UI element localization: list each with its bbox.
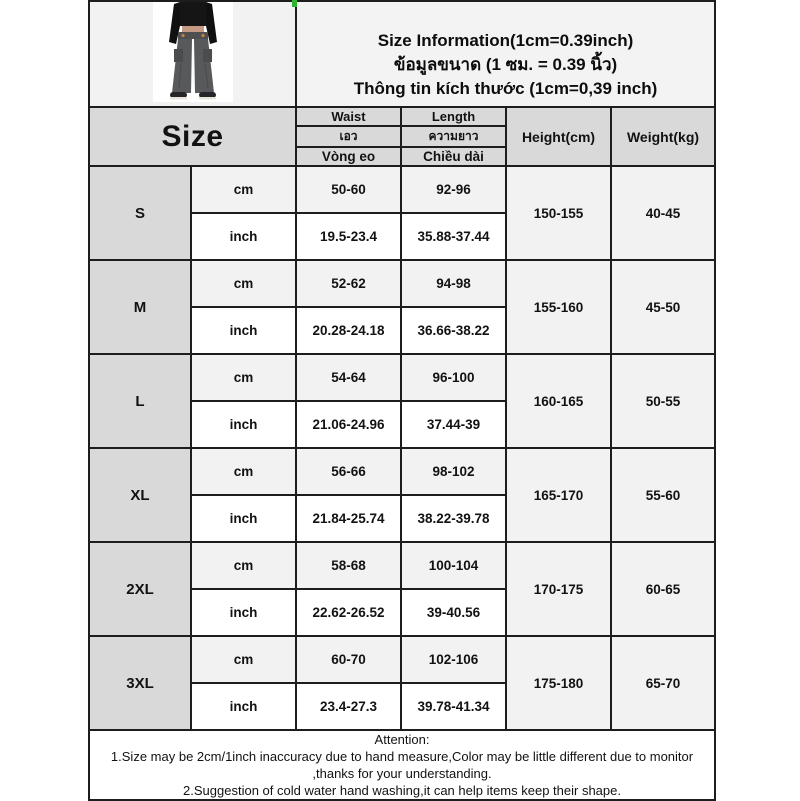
waist-cm-value: 56-66 xyxy=(296,448,401,495)
length-header-th: ความยาว xyxy=(401,126,506,147)
unit-label-inch: inch xyxy=(191,495,296,542)
length-cm-value: 94-98 xyxy=(401,260,506,307)
length-inch-value: 38.22-39.78 xyxy=(401,495,506,542)
length-cm-value: 100-104 xyxy=(401,542,506,589)
height-value: 155-160 xyxy=(506,260,611,354)
product-photo xyxy=(153,2,233,102)
size-info-line-th: ข้อมูลขนาด (1 ซม. = 0.39 นิ้ว) xyxy=(393,55,618,74)
weight-value: 40-45 xyxy=(611,166,715,260)
size-info-line-en: Size Information(1cm=0.39inch) xyxy=(377,31,634,50)
size-cell-l: L xyxy=(89,354,191,448)
weight-value: 65-70 xyxy=(611,636,715,730)
unit-label-cm: cm xyxy=(191,636,296,683)
length-inch-value: 36.66-38.22 xyxy=(401,307,506,354)
weight-value: 60-65 xyxy=(611,542,715,636)
size-cell-2xl: 2XL xyxy=(89,542,191,636)
size-chart-table xyxy=(88,0,716,801)
height-column-header: Height(cm) xyxy=(506,107,611,166)
weight-column-header: Weight(kg) xyxy=(611,107,715,166)
waist-cm-value: 58-68 xyxy=(296,542,401,589)
waist-inch-value: 21.06-24.96 xyxy=(296,401,401,448)
size-cell-xl: XL xyxy=(89,448,191,542)
waist-inch-value: 22.62-26.52 xyxy=(296,589,401,636)
unit-label-cm: cm xyxy=(191,166,296,213)
attention-note-2: 2.Suggestion of cold water hand washing,it can help items keep their shape. xyxy=(183,783,621,798)
green-marker-icon xyxy=(292,0,297,7)
size-cell-s: S xyxy=(89,166,191,260)
length-inch-value: 37.44-39 xyxy=(401,401,506,448)
size-chart-frame xyxy=(88,0,716,801)
length-cm-value: 96-100 xyxy=(401,354,506,401)
unit-label-cm: cm xyxy=(191,448,296,495)
size-column-header xyxy=(89,107,296,166)
length-header-vi: Chiều dài xyxy=(401,147,506,166)
length-cm-value: 92-96 xyxy=(401,166,506,213)
height-value: 170-175 xyxy=(506,542,611,636)
unit-label-inch: inch xyxy=(191,307,296,354)
waist-cm-value: 60-70 xyxy=(296,636,401,683)
model-cargo-pants-illustration xyxy=(153,2,233,102)
size-info-header xyxy=(296,1,715,107)
length-cm-value: 98-102 xyxy=(401,448,506,495)
waist-inch-value: 23.4-27.3 xyxy=(296,683,401,730)
attention-title: Attention: xyxy=(374,732,430,747)
length-inch-value: 39.78-41.34 xyxy=(401,683,506,730)
size-cell-m: M xyxy=(89,260,191,354)
height-value: 150-155 xyxy=(506,166,611,260)
weight-value: 55-60 xyxy=(611,448,715,542)
height-value: 175-180 xyxy=(506,636,611,730)
unit-label-cm: cm xyxy=(191,260,296,307)
unit-label-inch: inch xyxy=(191,401,296,448)
waist-inch-value: 21.84-25.74 xyxy=(296,495,401,542)
waist-header-en: Waist xyxy=(296,107,401,126)
weight-value: 50-55 xyxy=(611,354,715,448)
height-value: 165-170 xyxy=(506,448,611,542)
unit-label-cm: cm xyxy=(191,354,296,401)
waist-header-th: เอว xyxy=(296,126,401,147)
weight-value: 45-50 xyxy=(611,260,715,354)
waist-cm-value: 52-62 xyxy=(296,260,401,307)
length-inch-value: 35.88-37.44 xyxy=(401,213,506,260)
attention-box xyxy=(89,730,715,800)
waist-header-vi: Vòng eo xyxy=(296,147,401,166)
length-cm-value: 102-106 xyxy=(401,636,506,683)
length-inch-value: 39-40.56 xyxy=(401,589,506,636)
waist-inch-value: 19.5-23.4 xyxy=(296,213,401,260)
waist-cm-value: 54-64 xyxy=(296,354,401,401)
waist-cm-value: 50-60 xyxy=(296,166,401,213)
size-cell-3xl: 3XL xyxy=(89,636,191,730)
product-photo-cell xyxy=(89,1,296,107)
length-header-en: Length xyxy=(401,107,506,126)
size-info-line-vi: Thông tin kích thước (1cm=0,39 inch) xyxy=(353,79,658,98)
attention-note-1: 1.Size may be 2cm/1inch inaccuracy due to hand measure,Color may be little different due to monitor ,thanks for your understanding. xyxy=(110,749,694,781)
unit-label-cm: cm xyxy=(191,542,296,589)
unit-label-inch: inch xyxy=(191,683,296,730)
size-header-label: Size xyxy=(161,119,224,153)
unit-label-inch: inch xyxy=(191,589,296,636)
unit-label-inch: inch xyxy=(191,213,296,260)
height-value: 160-165 xyxy=(506,354,611,448)
waist-inch-value: 20.28-24.18 xyxy=(296,307,401,354)
